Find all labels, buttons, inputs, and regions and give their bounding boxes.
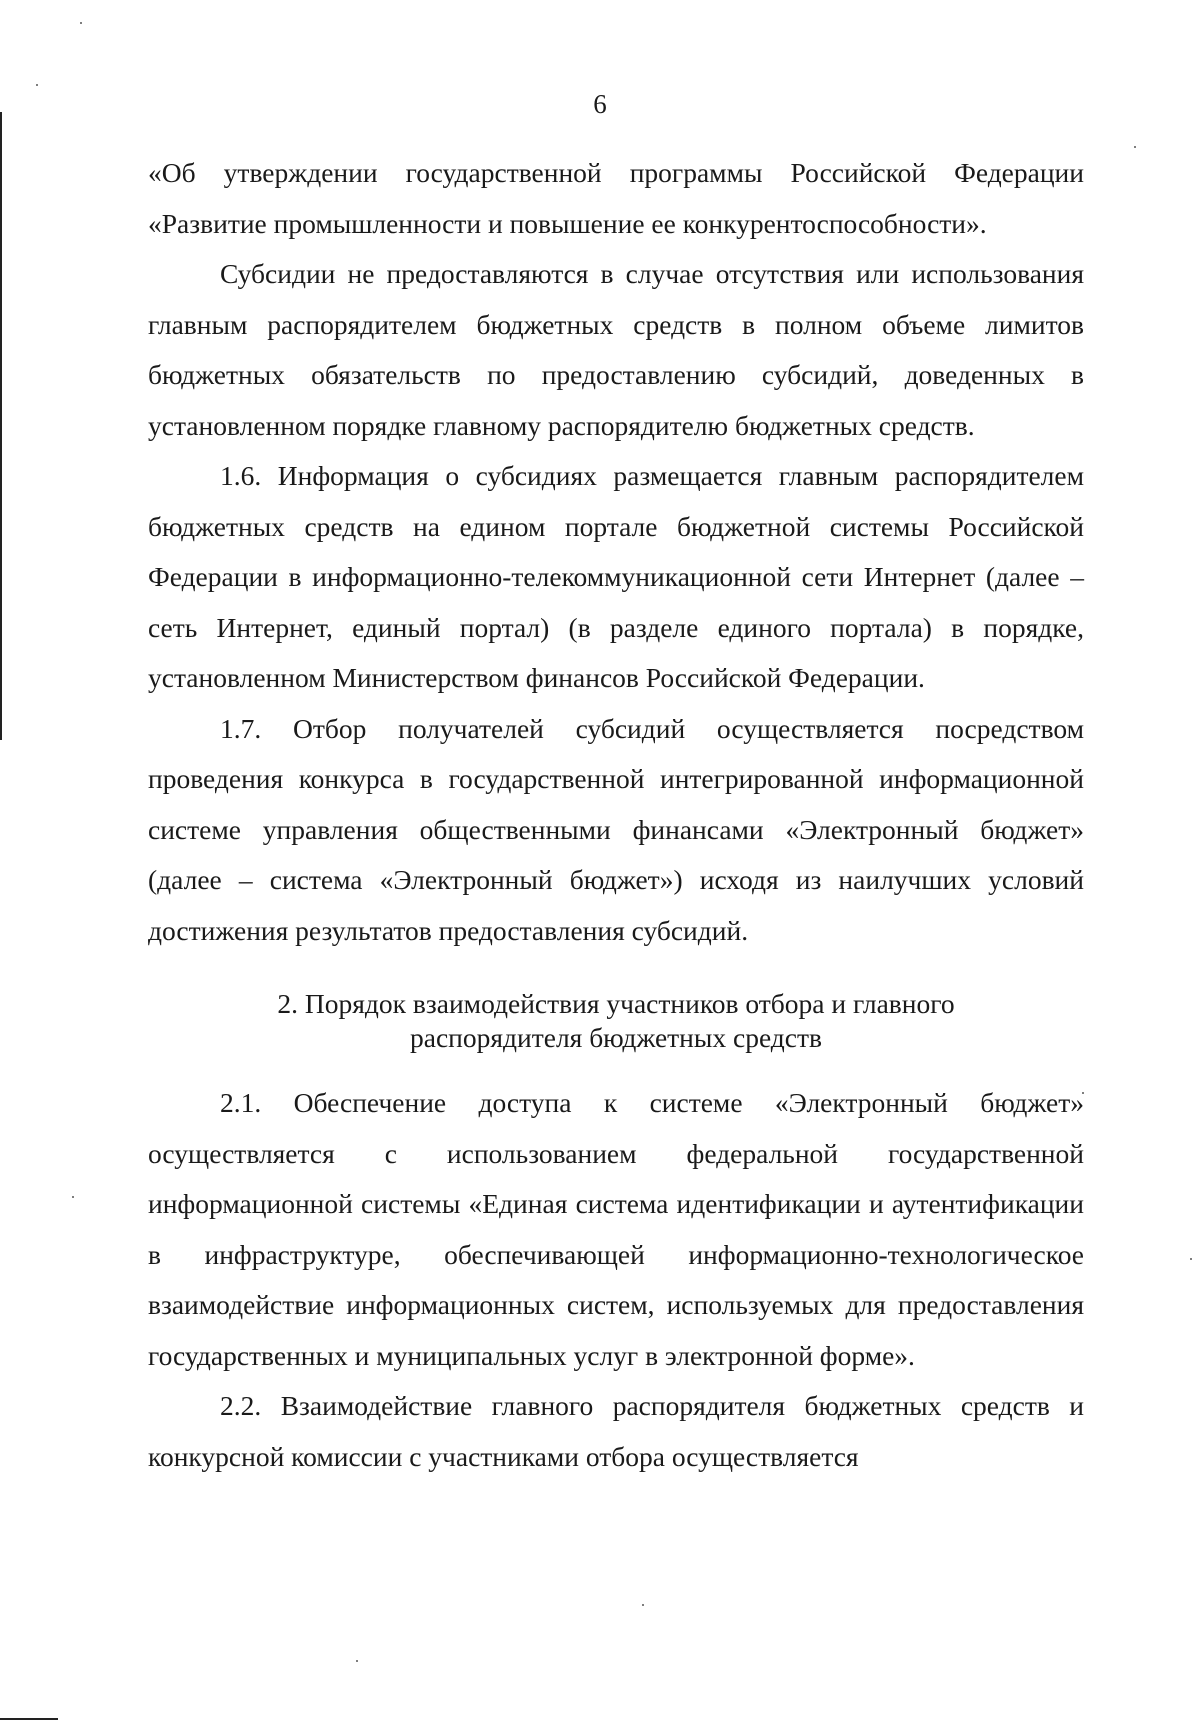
scan-speck [80,22,82,24]
paragraph-1-7: 1.7. Отбор получателей субсидий осуществляется посредством проведения конкурса в государственной интегрированной информационной системе управления общественными финансами «Электронный бюджет» (далее – система «Электронный бюджет») исходя из наилучших условий достижения результатов предоставления субсидий. [148,712,1084,946]
scan-speck [642,1604,644,1606]
paragraph-subsidy-limits: Субсидии не предоставляются в случае отсутствия или использования главным распорядителем бюджетных средств в полном объеме лимитов бюджетных обязательств по предоставлению субсидий, доведенных в установленном порядке главному распорядителю бюджетных средств. [148,258,1084,441]
scan-speck [356,1660,358,1662]
document-body [148,148,1084,1482]
scan-corner-line [0,1718,58,1720]
paragraph-2-2: 2.2. Взаимодействие главного распорядителя бюджетных средств и конкурсной комиссии с участниками отбора осуществляется [148,1390,1084,1472]
section-heading-line-1: 2. Порядок взаимодействия участников отбора и главного [277,988,955,1019]
scan-edge-line [0,112,2,740]
paragraph-program-reference: «Об утверждении государственной программы Российской Федерации «Развитие промышленности и повышение ее конкурентоспособности». [148,157,1084,239]
scan-speck [1134,146,1136,148]
page-number: 6 [593,89,607,119]
scan-speck [1190,1258,1192,1260]
paragraph-2-1: 2.1. Обеспечение доступа к системе «Электронный бюджет» осуществляется с использованием федеральной государственной информационной системы «Единая система идентификации и аутентификации в инфраструктуре, обеспечивающей информационно-технологическое взаимодействие информационных систем, используемых для предоставления государственных и муниципальных услуг в электронной форме». [148,1087,1084,1371]
paragraph-1-6: 1.6. Информация о субсидиях размещается главным распорядителем бюджетных средств на едином портале бюджетной системы Российской Федерации в информационно-телекоммуникационной сети Интернет (далее – сеть Интернет, единый портал) (в разделе единого портала) в порядке, установленном Министерством финансов Российской Федерации. [148,460,1084,693]
scan-speck [36,84,38,86]
scan-speck [72,1196,74,1198]
section-heading [148,987,1084,1055]
section-heading-line-2: распорядителя бюджетных средств [409,1022,823,1053]
